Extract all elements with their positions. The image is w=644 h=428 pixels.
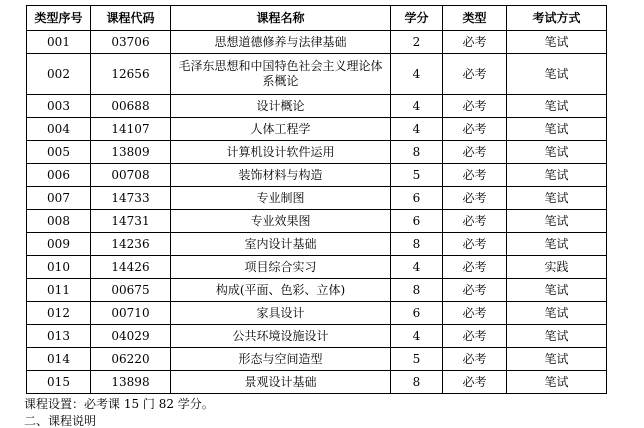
table-row [27, 118, 607, 141]
table-row [27, 141, 607, 164]
cell-exam: 笔试 [507, 233, 607, 256]
table-row [27, 348, 607, 371]
cell-seq: 011 [27, 279, 91, 302]
table-row [27, 164, 607, 187]
cell-seq: 006 [27, 164, 91, 187]
header-credit: 学分 [391, 6, 443, 31]
table-row [27, 279, 607, 302]
cell-seq: 013 [27, 325, 91, 348]
cell-name: 景观设计基础 [171, 371, 391, 394]
cell-seq: 007 [27, 187, 91, 210]
header-seq: 类型序号 [27, 6, 91, 31]
cell-credit: 6 [391, 302, 443, 325]
cell-type: 必考 [443, 210, 507, 233]
cell-credit: 5 [391, 348, 443, 371]
table-row [27, 256, 607, 279]
cell-exam: 笔试 [507, 54, 607, 95]
header-name: 课程名称 [171, 6, 391, 31]
cell-code: 14426 [91, 256, 171, 279]
cell-credit: 6 [391, 210, 443, 233]
header-type: 类型 [443, 6, 507, 31]
cell-code: 12656 [91, 54, 171, 95]
cell-type: 必考 [443, 54, 507, 95]
table-row [27, 210, 607, 233]
cell-seq: 009 [27, 233, 91, 256]
cell-code: 13809 [91, 141, 171, 164]
cell-code: 06220 [91, 348, 171, 371]
cell-type: 必考 [443, 95, 507, 118]
table-row [27, 325, 607, 348]
cell-credit: 4 [391, 118, 443, 141]
cell-code: 00675 [91, 279, 171, 302]
cell-exam: 笔试 [507, 95, 607, 118]
cell-name: 项目综合实习 [171, 256, 391, 279]
cell-type: 必考 [443, 256, 507, 279]
cell-seq: 001 [27, 31, 91, 54]
cell-seq: 004 [27, 118, 91, 141]
cell-credit: 5 [391, 164, 443, 187]
cell-type: 必考 [443, 118, 507, 141]
cell-code: 14236 [91, 233, 171, 256]
cell-name: 构成(平面、色彩、立体) [171, 279, 391, 302]
cell-credit: 8 [391, 279, 443, 302]
cell-name: 设计概论 [171, 95, 391, 118]
cell-code: 14733 [91, 187, 171, 210]
cell-credit: 8 [391, 371, 443, 394]
cell-seq: 003 [27, 95, 91, 118]
cell-seq: 015 [27, 371, 91, 394]
cell-name: 专业效果图 [171, 210, 391, 233]
cell-code: 13898 [91, 371, 171, 394]
cell-code: 14107 [91, 118, 171, 141]
cell-credit: 4 [391, 54, 443, 95]
cell-credit: 4 [391, 325, 443, 348]
cell-code: 00710 [91, 302, 171, 325]
course-summary: 课程设置：必考课 15 门 82 学分。 [24, 397, 214, 411]
cell-exam: 笔试 [507, 348, 607, 371]
cell-credit: 4 [391, 256, 443, 279]
cell-type: 必考 [443, 325, 507, 348]
cell-exam: 笔试 [507, 325, 607, 348]
cell-seq: 002 [27, 54, 91, 95]
cell-type: 必考 [443, 371, 507, 394]
table-row [27, 54, 607, 95]
cell-exam: 笔试 [507, 31, 607, 54]
cell-exam: 笔试 [507, 210, 607, 233]
cell-exam: 笔试 [507, 302, 607, 325]
cell-exam: 笔试 [507, 118, 607, 141]
cell-seq: 012 [27, 302, 91, 325]
cell-exam: 笔试 [507, 164, 607, 187]
cell-code: 03706 [91, 31, 171, 54]
cell-exam: 实践 [507, 256, 607, 279]
cell-name: 思想道德修养与法律基础 [171, 31, 391, 54]
course-table [26, 5, 607, 394]
cell-exam: 笔试 [507, 141, 607, 164]
cell-name: 专业制图 [171, 187, 391, 210]
table-row [27, 31, 607, 54]
table-row [27, 302, 607, 325]
cell-name: 装饰材料与构造 [171, 164, 391, 187]
cell-exam: 笔试 [507, 279, 607, 302]
cell-code: 14731 [91, 210, 171, 233]
cell-seq: 008 [27, 210, 91, 233]
cell-seq: 014 [27, 348, 91, 371]
cell-exam: 笔试 [507, 187, 607, 210]
cell-seq: 010 [27, 256, 91, 279]
table-row [27, 95, 607, 118]
header-exam: 考试方式 [507, 6, 607, 31]
table-row [27, 233, 607, 256]
cell-code: 04029 [91, 325, 171, 348]
cell-credit: 8 [391, 233, 443, 256]
cell-name: 人体工程学 [171, 118, 391, 141]
cell-name: 公共环境设施设计 [171, 325, 391, 348]
cell-type: 必考 [443, 233, 507, 256]
header-code: 课程代码 [91, 6, 171, 31]
cell-name: 家具设计 [171, 302, 391, 325]
cell-credit: 4 [391, 95, 443, 118]
table-row [27, 187, 607, 210]
cell-type: 必考 [443, 164, 507, 187]
cell-type: 必考 [443, 141, 507, 164]
cell-credit: 8 [391, 141, 443, 164]
cell-type: 必考 [443, 348, 507, 371]
cell-exam: 笔试 [507, 371, 607, 394]
cell-code: 00708 [91, 164, 171, 187]
cell-credit: 6 [391, 187, 443, 210]
table-header-row [27, 6, 607, 31]
cell-credit: 2 [391, 31, 443, 54]
cell-type: 必考 [443, 187, 507, 210]
cell-name: 形态与空间造型 [171, 348, 391, 371]
cutoff-section-heading [24, 414, 224, 428]
cell-name: 计算机设计软件运用 [171, 141, 391, 164]
cell-type: 必考 [443, 31, 507, 54]
cell-code: 00688 [91, 95, 171, 118]
course-table-body [27, 31, 607, 394]
cell-seq: 005 [27, 141, 91, 164]
cell-name: 毛泽东思想和中国特色社会主义理论体系概论 [171, 54, 391, 95]
table-row [27, 371, 607, 394]
cell-type: 必考 [443, 302, 507, 325]
cell-name: 室内设计基础 [171, 233, 391, 256]
cell-type: 必考 [443, 279, 507, 302]
section-heading-text: 二、课程说明 [24, 414, 97, 428]
